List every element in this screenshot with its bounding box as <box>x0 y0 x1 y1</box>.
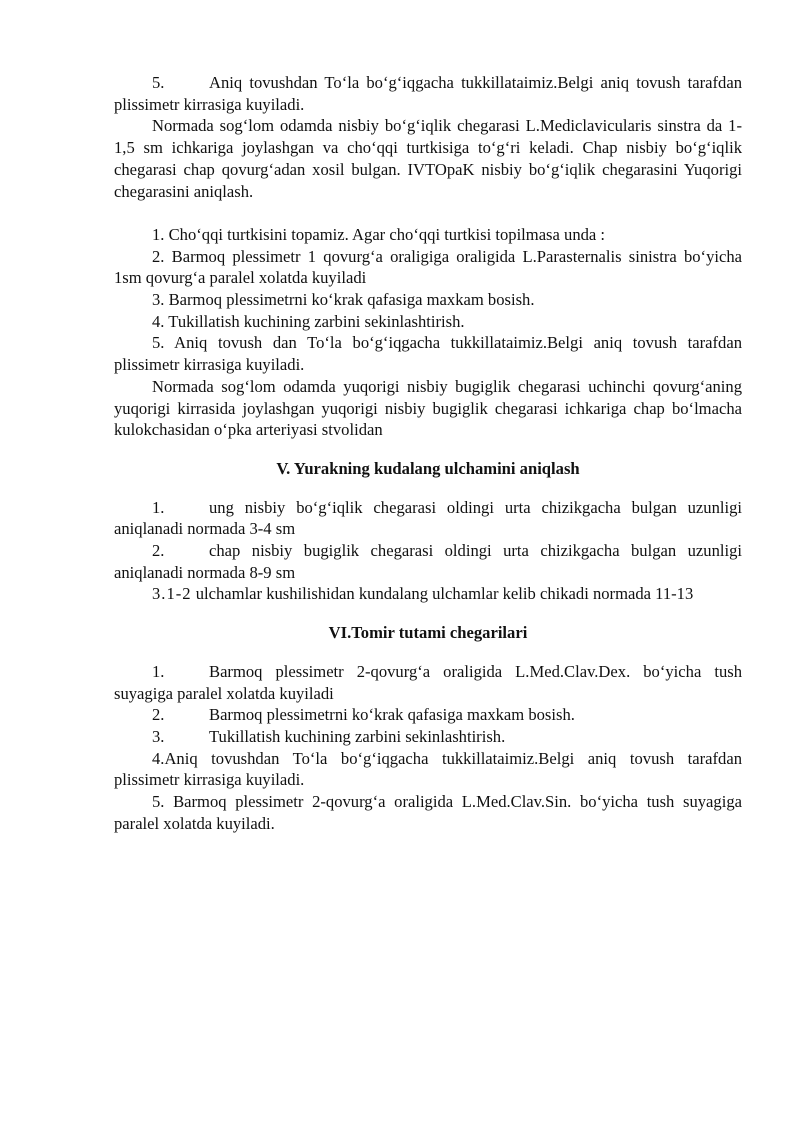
list-number: 3. <box>152 726 165 746</box>
upper-item-4: 4. Tukillatish kuchining zarbini sekinlashtirish. <box>152 311 465 331</box>
upper-item-3: 3. Barmoq plessimetrni ko‘krak qafasiga maxkam bosish. <box>152 290 535 310</box>
list-text: Barmoq plessimetrni ko‘krak qafasiga maxkam bosish. <box>209 705 575 725</box>
section-heading-v: V. Yurakning kudalang ulchamini aniqlash <box>276 458 580 478</box>
section6-item-1 <box>114 661 742 704</box>
list-text: ung nisbiy bo‘g‘iqlik chegarasi oldingi urta chizikgacha bulgan uzunligi aniqlanadi normada 3-4 sm <box>114 497 742 539</box>
section5-item-1 <box>114 497 742 540</box>
section6-item-3 <box>114 726 742 748</box>
section6-item-2 <box>114 704 742 726</box>
list-text: Aniq tovushdan To‘la bo‘g‘iqgacha tukkillataimiz.Belgi aniq tovush tarafdan plissimetr kirrasiga kuyiladi. <box>114 73 742 114</box>
upper-item-1: 1. Cho‘qqi turtkisini topamiz. Agar cho‘qqi turtkisi topilmasa unda : <box>152 224 606 244</box>
document-page <box>114 72 742 834</box>
list-text: Barmoq plessimetr 2-qovurg‘a oraligida L.Med.Clav.Dex. bo‘yicha tush suyagiga paralel xolatda kuyiladi <box>114 661 742 703</box>
section6-item-4: 4.Aniq tovushdan To‘la bo‘g‘iqgacha tukkillataimiz.Belgi aniq tovush tarafdan plissimetr kirrasiga kuyiladi. <box>114 748 742 790</box>
section6-item-5: 5. Barmoq plessimetr 2-qovurg‘a oraligida L.Med.Clav.Sin. bo‘yicha tush suyagiga paralel xolatda kuyiladi. <box>114 792 742 833</box>
upper-item-2: 2. Barmoq plessimetr 1 qovurg‘a oraligiga oraligida L.Parasternalis sinistra bo‘yicha 1sm qovurg‘a paralel xolatda kuyiladi <box>114 246 742 288</box>
list-number: 1. <box>152 661 165 681</box>
section-heading-vi: VI.Tomir tutami chegarilari <box>328 623 528 643</box>
list-text: ulchamlar kushilishidan kundalang ulchamlar kelib chikadi normada 11-13 <box>191 584 694 604</box>
upper-norm-paragraph: Normada sog‘lom odamda yuqorigi nisbiy bugiglik chegarasi uchinchi qovurg‘aning yuqorigi kirrasida joylashgan yuqorigi nisbiy bugiglik chegarasi ichkariga chap bo‘lmacha kulokchasidan o‘pka arteriyasi stvolidan <box>114 376 742 440</box>
intro-item-5 <box>114 72 742 115</box>
list-text: chap nisbiy bugiglik chegarasi oldingi urta chizikgacha bulgan uzunligi aniqlanadi normada 8-9 sm <box>114 541 742 582</box>
section5-item-2 <box>114 540 742 583</box>
list-text: Tukillatish kuchining zarbini sekinlashtirish. <box>209 726 506 746</box>
list-number: 1. <box>152 497 165 517</box>
list-number: 2. <box>152 541 165 561</box>
list-number: 3.1-2 <box>152 584 192 604</box>
intro-paragraph: Normada sog‘lom odamda nisbiy bo‘g‘iqlik chegarasi L.Mediclavicularis sinstra da 1-1,5 sm ichkariga joylashgan va cho‘qqi turtkisiga to‘g‘ri keladi. Chap nisbiy bo‘g‘iqlik chegarasi chap qovurg‘adan xosil bulgan. IVTOpaK nisbiy bo‘g‘iqlik chegarasini Yuqorigi chegarasini aniqlash. <box>114 116 742 201</box>
list-number: 5. <box>152 73 165 92</box>
section5-item-3 <box>114 583 742 605</box>
list-number: 2. <box>152 705 165 725</box>
upper-item-5: 5. Aniq tovush dan To‘la bo‘g‘iqgacha tukkillataimiz.Belgi aniq tovush tarafdan plissimetr kirrasiga kuyiladi. <box>114 333 742 375</box>
